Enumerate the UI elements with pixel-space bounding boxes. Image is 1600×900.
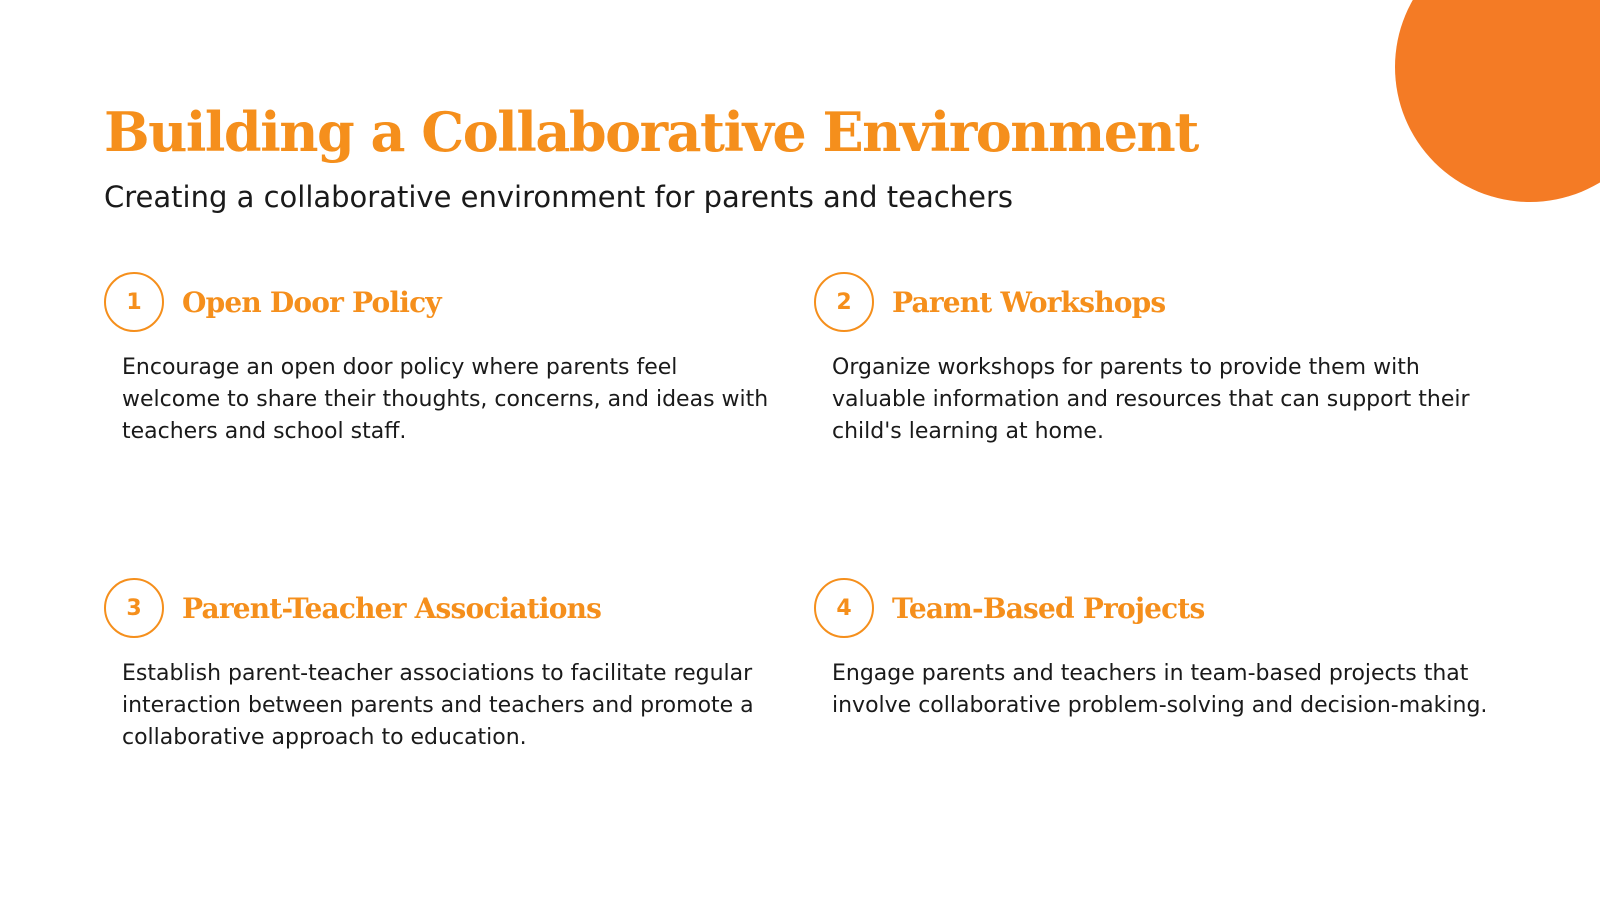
number-badge: 3 [104,578,164,638]
decorative-circle [1395,0,1600,202]
number-badge: 2 [814,272,874,332]
card-title: Team-Based Projects [892,592,1205,625]
feature-card-team-based-projects [814,578,1504,778]
feature-card-parent-workshops [814,272,1504,472]
card-title: Parent Workshops [892,286,1166,319]
card-title: Open Door Policy [182,286,441,319]
card-description: Engage parents and teachers in team-based projects that involve collaborative problem-solving and decision-making. [832,661,1488,718]
card-description: Establish parent-teacher associations to facilitate regular interaction between parents and teachers and promote a collaborative approach to education. [122,661,754,750]
number-badge: 1 [104,272,164,332]
slide-title: Building a Collaborative Environment [104,100,1198,164]
card-description: Encourage an open door policy where parents feel welcome to share their thoughts, concerns, and ideas with teachers and school staff. [122,355,769,444]
card-description: Organize workshops for parents to provide them with valuable information and resources that can support their child's learning at home. [832,355,1470,444]
slide-subtitle: Creating a collaborative environment for parents and teachers [104,180,1013,214]
number-badge: 4 [814,578,874,638]
card-title: Parent-Teacher Associations [182,592,602,625]
feature-card-open-door-policy [104,272,794,472]
feature-card-parent-teacher-associations [104,578,794,778]
